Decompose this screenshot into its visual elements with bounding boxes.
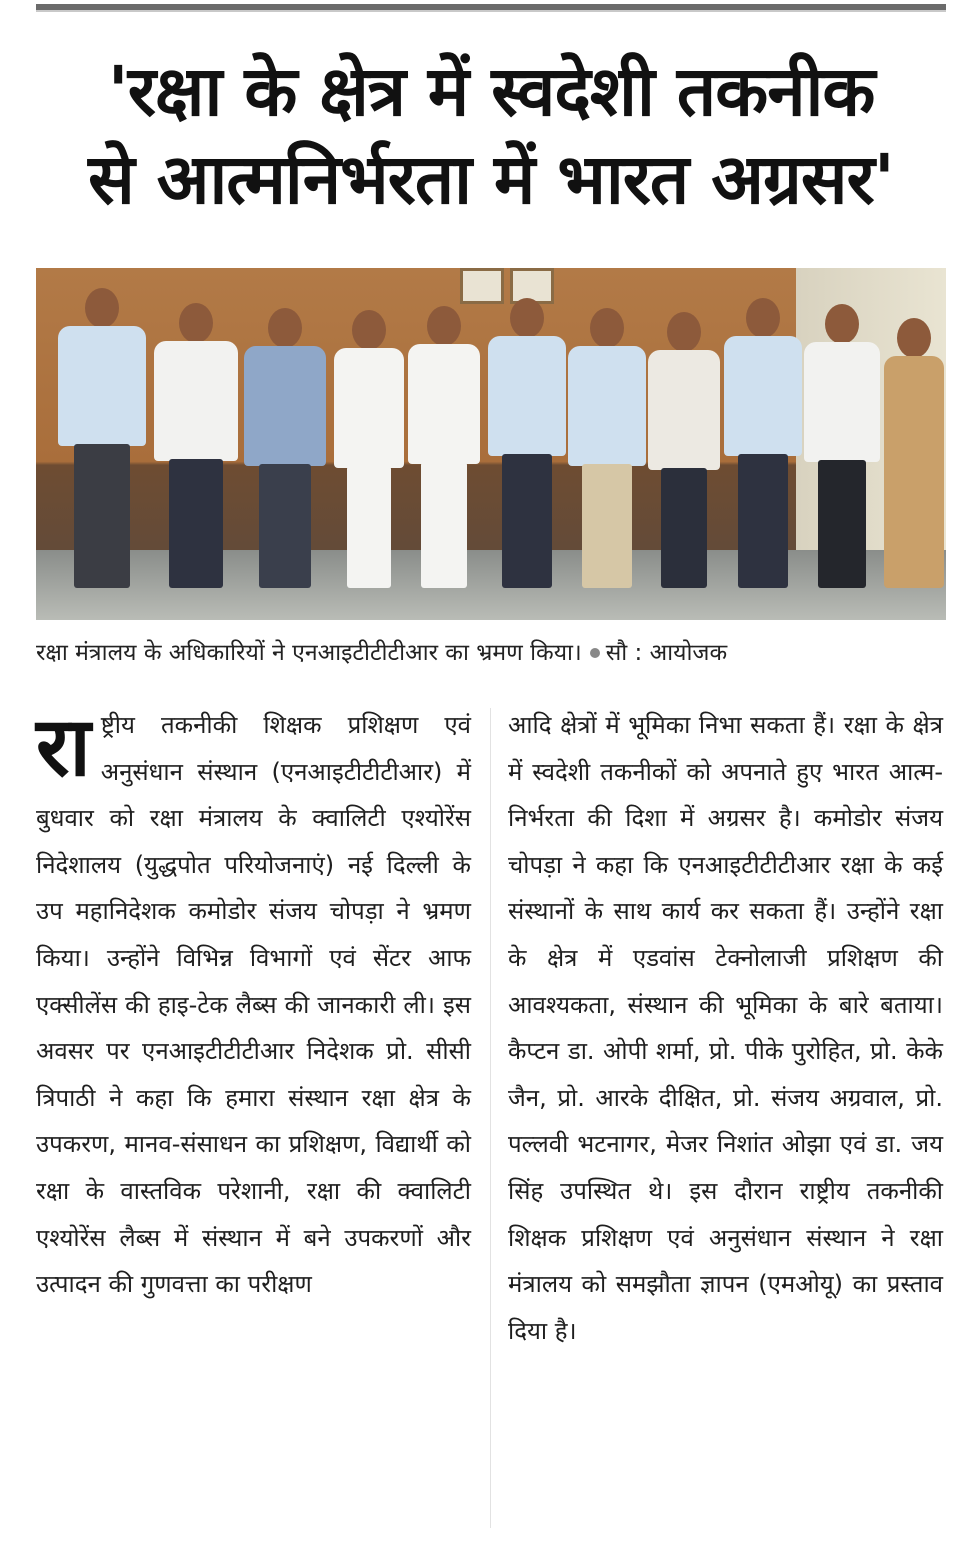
headline	[36, 48, 946, 224]
photo-person-7	[568, 308, 646, 588]
photo-person-9	[724, 298, 802, 588]
bullet-dot-icon	[590, 648, 600, 658]
top-rule	[36, 4, 946, 12]
photo-person-11-saree	[884, 318, 944, 588]
photo-person-8	[648, 312, 720, 588]
left-column-text: ष्ट्रीय तकनीकी शिक्षक प्रशिक्षण एवं अनुसंधान संस्थान (एनआइटीटीटीआर) में बुधवार को रक्षा मंत्रालय के क्वालिटी एश्योरेंस निदेशालय (युद्धपोत परियोजनाएं) नई दिल्ली के उप महानिदेशक कमोडोर संजय चोपड़ा ने भ्रमण किया। उन्होंने विभिन्न विभागों एवं सेंटर आफ एक्सीलेंस की हाइ-टेक लैब्स की जानकारी ली। इस अवसर पर एनआइटीटीटीआर निदेशक प्रो. सीसी त्रिपाठी ने कहा कि हमारा संस्थान रक्षा क्षेत्र के उपकरण, मानव-संसाधन का प्रशिक्षण, विद्यार्थी को रक्षा के वास्तविक परेशानी, रक्षा की क्वालिटी एश्योरेंस लैब्स में संस्थान में बने उपकरणों और उत्पादन की गुणवत्ता का परीक्षण	[36, 711, 471, 1299]
photo-person-1	[58, 288, 146, 588]
headline-line-1: 'रक्षा के क्षेत्र में स्वदेशी तकनीक	[107, 52, 875, 132]
photo-person-3	[244, 308, 326, 588]
photo-person-2	[154, 303, 238, 588]
photo-person-10	[804, 304, 880, 588]
drop-cap: रा	[36, 700, 91, 795]
caption-text: रक्षा मंत्रालय के अधिकारियों ने एनआइटीटीटीआर का भ्रमण किया।	[36, 640, 582, 666]
article-column-right	[508, 702, 943, 1354]
photo-person-4-naval	[334, 310, 404, 588]
photo-credit: सौ : आयोजक	[605, 640, 728, 666]
headline-line-2: से आत्मनिर्भरता में भारत अग्रसर'	[88, 140, 894, 220]
photo-person-5-naval	[408, 306, 480, 588]
photo-person-6	[488, 298, 566, 588]
photo-caption	[36, 636, 946, 670]
group-photo	[36, 268, 946, 620]
article-column-left	[36, 702, 471, 1308]
right-column-text: आदि क्षेत्रों में भूमिका निभा सकता हैं। रक्षा के क्षेत्र में स्वदेशी तकनीकों को अपनाते हुए भारत आत्म-निर्भरता की दिशा में अग्रसर है। कमोडोर संजय चोपड़ा ने कहा कि एनआइटीटीटीआर रक्षा के कई संस्थानों के साथ कार्य कर सकता हैं। उन्होंने रक्षा के क्षेत्र में एडवांस टेक्नोलाजी प्रशिक्षण की आवश्यकता, संस्थान की भूमिका के बारे बताया। कैप्टन डा. ओपी शर्मा, प्रो. पीके पुरोहित, प्रो. केके जैन, प्रो. आरके दीक्षित, प्रो. संजय अग्रवाल, प्रो. पल्लवी भटनागर, मेजर निशांत ओझा एवं डा. जय सिंह उपस्थित थे। इस दौरान राष्ट्रीय तकनीकी शिक्षक प्रशिक्षण एवं अनुसंधान संस्थान ने रक्षा मंत्रालय को समझौता ज्ञापन (एमओयू) का प्रस्ताव दिया है।	[508, 711, 943, 1345]
column-divider	[490, 708, 491, 1528]
